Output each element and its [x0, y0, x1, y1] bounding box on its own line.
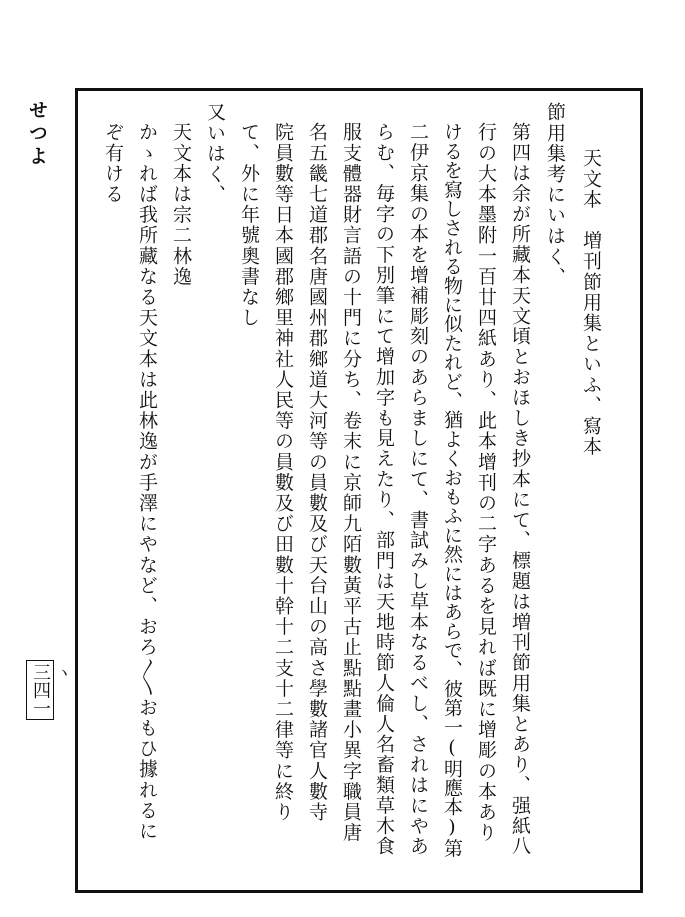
text-column-7: らむ、毎字の下別筆にて增加字も見えたり、部門は天地時節人倫人名畜類草木食 [373, 122, 395, 857]
text-column-14: かゝれば我所藏なる天文本は此林逸が手澤にやなど、おろ〳〵おもひ據れるに [136, 122, 158, 842]
text-column-3: 第四は余が所藏本天文頃とおほしき抄本にて、標題は増刊節用集とあり、强紙八 [509, 122, 531, 857]
text-column-5: けるを寫しされる物に似たれど、猶よくおもふに然にはあらで、彼第一(明應本)第 [441, 122, 463, 858]
text-column-1: 天文本 増刊節用集といふ、寫本 [580, 148, 602, 457]
text-column-15: ぞ有ける [102, 122, 124, 205]
page-number: 三四一 [26, 660, 54, 720]
text-column-4: 行の大本墨附一百廿四紙あり、此本增刊の二字あるを見れば既に增彫の本あり [475, 122, 497, 843]
text-column-9: 名五畿七道郡名唐國州郡鄉道大河等の員數及び天台山の高さ學數諸官人數寺 [306, 122, 328, 823]
text-column-12: 又いはく、 [204, 102, 226, 205]
text-column-11: て、外に年號奧書なし [238, 122, 260, 328]
text-column-2: 節用集考にいはく、 [544, 102, 566, 288]
text-column-8: 服支體器財言語の十門に分ち、卷末に京師九陌數黃平古止點點畫小異字職員唐 [340, 122, 362, 843]
text-column-10: 院員數等日本國郡鄉里神社人民等の員數及び田數十幹十二支十二律等に終り [272, 122, 294, 823]
running-head: せつよ [26, 100, 48, 169]
margin-mark: ヽ [56, 663, 73, 682]
text-column-13: 天文本は宗二林逸 [170, 122, 192, 287]
text-column-6: 二伊京集の本を增補彫刻のあらましにて、書試みし草本なるべし、されはにやあ [407, 122, 429, 857]
